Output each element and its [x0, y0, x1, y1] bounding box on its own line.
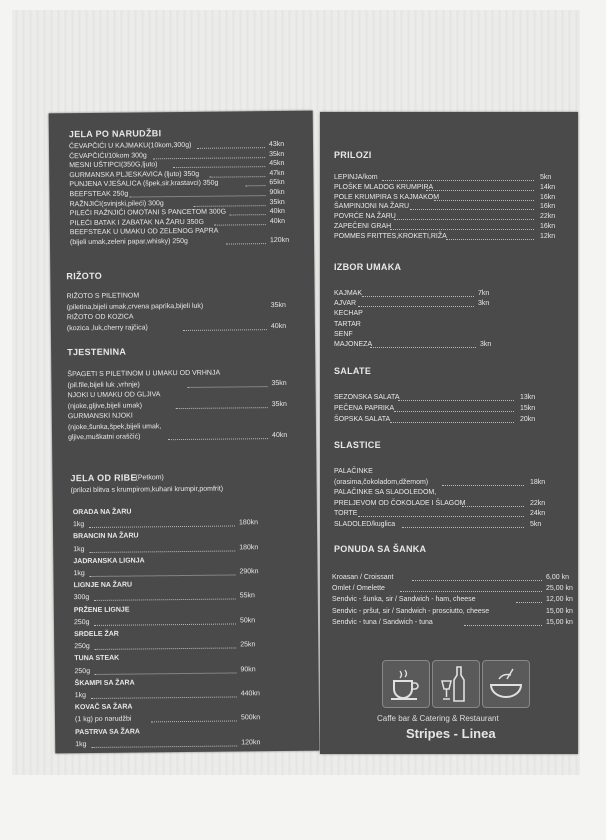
menu-item-price: 47kn	[269, 169, 285, 177]
menu-item-price: 45kn	[269, 160, 285, 168]
menu-item-name: JADRANSKA LIGNJA	[73, 557, 145, 565]
menu-item-name: PALAČINKE SA SLADOLEDOM,	[334, 489, 437, 497]
menu-item-price: 3kn	[480, 341, 492, 348]
menu-item-name: TARTAR	[334, 320, 361, 328]
menu-item-name: POVRĆE NA ŽARU	[334, 213, 396, 221]
menu-item-price: 65kn	[269, 179, 285, 187]
section-title-ribe: JELA OD RIBE	[70, 472, 137, 484]
menu-item-name: 250g	[74, 667, 91, 675]
menu-item-name: TORTE	[334, 510, 358, 518]
menu-item-name: 1kg	[75, 740, 87, 748]
menu-item-price: 20kn	[520, 416, 536, 423]
leader-dots	[462, 506, 524, 507]
menu-item-price: 120kn	[269, 236, 290, 245]
section-title-slastice: SLASTICE	[334, 440, 381, 450]
menu-item-name: BRANCIN NA ŽARU	[73, 532, 139, 541]
leader-dots	[94, 648, 236, 650]
leader-dots	[183, 329, 267, 331]
menu-item-name: 1kg	[72, 521, 85, 529]
menu-item-price: 3kn	[478, 300, 490, 308]
menu-item-price: 7kn	[478, 290, 490, 297]
menu-item-price: 15,00 kn	[546, 607, 573, 615]
leader-dots	[390, 229, 534, 230]
menu-item-name: PRŽENE LIGNJE	[73, 606, 130, 614]
leader-dots	[209, 176, 265, 178]
menu-item-name: Sendvic - tuna / Sandwich - tuna	[332, 618, 433, 626]
menu-item-price: 35kn	[271, 400, 287, 408]
menu-item-price: 440kn	[240, 690, 260, 698]
leader-dots	[516, 602, 542, 603]
food-bowl-icon	[482, 660, 530, 708]
menu-item-name: 250g	[74, 643, 90, 651]
menu-item-name: ORADA NA ŽARU	[72, 508, 132, 517]
leader-dots	[89, 550, 235, 553]
leader-dots	[91, 696, 237, 699]
menu-item-price: 14kn	[540, 183, 556, 191]
menu-item-name: PLOŠKE MLADOG KRUMPIRA	[334, 183, 434, 191]
menu-item-price: 25,00 kn	[546, 585, 573, 593]
menu-item-name: POMMES FRITTES,KROKETI,RIŽA	[334, 232, 447, 240]
menu-item-name: PUNJENA VJEŠALICA (špek,sir,krastavci) 350g	[69, 180, 219, 189]
menu-item-price: 15kn	[520, 405, 536, 412]
menu-item-name: AJVAR	[334, 300, 357, 308]
menu-item-name: ZAPEČENI GRAH	[334, 223, 392, 230]
leader-dots	[91, 745, 237, 748]
leader-dots	[382, 180, 534, 181]
leader-dots	[390, 422, 514, 423]
menu-item-name: PILEĆI RAŽNJIĆI OMOTANI S PANCETOM 300G	[69, 208, 227, 218]
section-title-umaka: IZBOR UMAKA	[334, 262, 402, 272]
leader-dots	[400, 591, 542, 592]
leader-dots	[362, 296, 474, 297]
leader-dots	[442, 485, 524, 486]
menu-item-price: 90kn	[240, 665, 256, 674]
menu-item-name: Kroasan / Croissant	[332, 574, 394, 581]
leader-dots	[370, 347, 476, 348]
menu-item-name: SEZONSKA SALATA	[334, 394, 400, 401]
menu-item-name: (piletina,bijeli umak,crvena paprika,bijeli luk)	[66, 302, 204, 311]
leader-dots	[446, 239, 534, 240]
menu-item-name: GURMANSKI NJOKI	[67, 412, 133, 421]
leader-dots	[245, 186, 265, 187]
leader-dots	[173, 166, 265, 168]
leader-dots	[176, 407, 268, 409]
menu-item-name: Omlet / Omelette	[332, 585, 385, 593]
leader-dots	[168, 438, 268, 440]
menu-item-price: 120kn	[241, 739, 261, 747]
menu-item-name: SLADOLED/kuglica	[334, 521, 396, 528]
menu-item-price: 40kn	[269, 208, 285, 216]
menu-item-price: 5kn	[540, 174, 552, 181]
menu-item-price: 40kn	[269, 217, 286, 225]
menu-item-price: 35kn	[271, 379, 287, 387]
menu-item-price: 43kn	[268, 140, 285, 149]
menu-item-price: 24kn	[530, 510, 546, 518]
menu-item-name: RIŽOTO OD KOZICA	[66, 313, 134, 322]
menu-item-name: KOVAČ SA ŽARA	[74, 703, 133, 712]
menu-item-name: ĆEVAPČIĆI/10kom 300g	[69, 151, 147, 160]
leader-dots	[151, 721, 237, 723]
menu-item-price: 500kn	[240, 714, 261, 722]
menu-item-name: BEEFSTEAK 250g	[69, 190, 129, 199]
menu-item-price: 5kn	[530, 521, 542, 528]
leader-dots	[90, 574, 236, 577]
menu-item-price: 16kn	[540, 193, 556, 201]
menu-item-price: 16kn	[540, 203, 556, 211]
menu-item-price: 12,00 kn	[546, 596, 573, 604]
leader-dots	[358, 516, 524, 517]
leader-dots	[214, 224, 266, 226]
menu-item-name: PEČENA PAPRIKA	[334, 405, 395, 412]
menu-item-name: Sendvic - pršut, sir / Sandwich - prosciutto, cheese	[332, 607, 490, 615]
menu-item-name: KAJMAK	[334, 290, 363, 297]
leader-dots	[398, 400, 514, 401]
leader-dots	[130, 195, 266, 197]
menu-item-name: (bijeli umak,zeleni papar,whisky) 250g	[69, 237, 188, 247]
menu-item-name: ŠOPSKA SALATA	[334, 416, 391, 423]
leader-dots	[412, 580, 542, 581]
menu-item-price: 16kn	[540, 223, 556, 230]
menu-item-name: TUNA STEAK	[74, 655, 120, 663]
menu-item-price: 90kn	[269, 188, 285, 197]
leader-dots	[426, 190, 534, 191]
menu-item-name: PASTRVA SA ŽARA	[75, 728, 140, 736]
menu-item-name: LIGNJE NA ŽARU	[73, 581, 133, 590]
leader-dots	[410, 209, 534, 210]
leader-dots	[402, 527, 524, 528]
menu-item-name: SENF	[334, 330, 353, 338]
menu-panel-left	[49, 111, 320, 754]
menu-item-price: 15,00 kn	[546, 618, 573, 626]
menu-item-name: KECHAP	[334, 310, 363, 318]
menu-item-price: 6,00 kn	[546, 574, 569, 581]
leader-dots	[394, 219, 534, 220]
menu-item-price: 40kn	[270, 322, 287, 330]
leader-dots	[394, 411, 514, 412]
section-title-sanka: PONUDA SA ŠANKA	[334, 544, 427, 554]
leader-dots	[153, 157, 265, 159]
menu-item-name: MESNI UŠTIPCI(350G,ljuto)	[69, 161, 158, 170]
coffee-cup-icon	[382, 660, 430, 708]
leader-dots	[358, 306, 474, 307]
section-title-prilozi: PRILOZI	[334, 150, 372, 160]
footer-brand: Stripes - Linea	[406, 726, 496, 741]
bottle-glass-icon	[432, 660, 480, 708]
menu-item-name: BEEFSTEAK U UMAKU OD ZELENOG PAPRA	[69, 228, 219, 237]
leader-dots	[94, 599, 236, 601]
menu-item-price: 180kn	[238, 519, 259, 527]
section-subtitle-ribe: (prilozi blitva s krumpirom,kuhani krumpir,pomfrit)	[70, 485, 224, 495]
menu-item-name: ŠAMPINJONI NA ŽARU	[334, 203, 410, 211]
menu-item-name: RAŽNJIĆI(svinjski,pileći) 300g	[69, 199, 164, 208]
menu-item-name: RIŽOTO S PILETINOM	[66, 292, 140, 301]
leader-dots	[89, 526, 235, 529]
menu-item-name: Sendvic - šunka, sir / Sandwich - ham, cheese	[332, 596, 476, 604]
leader-dots	[230, 214, 266, 215]
menu-item-price: 50kn	[239, 617, 256, 625]
menu-item-name: (1 kg) po narudžbi	[74, 715, 132, 724]
section-note-ribe: (Petkom)	[135, 474, 164, 482]
menu-item-name: (kozica ,luk,cherry rajčica)	[66, 323, 148, 332]
menu-item-name: 1kg	[73, 545, 85, 553]
menu-item-price: 18kn	[530, 478, 546, 486]
section-title-narudzbi: JELA PO NARUDŽBI	[68, 128, 162, 140]
menu-item-name: ŠPAGETI S PILETINOM U UMAKU OD VRHNJA	[67, 369, 221, 379]
menu-item-name: PALAČINKE	[334, 468, 373, 475]
section-title-tjestenina: TJESTENINA	[67, 346, 127, 358]
menu-item-name: 1kg	[74, 692, 87, 700]
menu-item-name: POLE KRUMPIRA S KAJMAKOM	[334, 193, 440, 201]
menu-item-price: 180kn	[239, 543, 259, 552]
menu-item-price: 22kn	[530, 499, 546, 507]
menu-item-price: 35kn	[269, 150, 285, 158]
leader-dots	[226, 243, 266, 244]
menu-item-name: NJOKI U UMAKU OD GLJIVA	[67, 391, 161, 400]
leader-dots	[464, 625, 542, 626]
menu-item-name: LEPINJA/kom	[334, 174, 378, 181]
menu-item-name: 300g	[73, 594, 90, 602]
menu-item-name: GURMANSKA PLJESKAVICA (ljuto) 350g	[69, 170, 200, 179]
menu-item-price: 22kn	[540, 213, 556, 221]
leader-dots	[188, 386, 268, 388]
menu-item-price: 40kn	[272, 431, 288, 440]
menu-item-name: (orasima,čokoladom,džemom)	[334, 478, 429, 486]
leader-dots	[94, 623, 236, 625]
menu-item-name: (njoke,gljive,bijeli umak)	[67, 401, 143, 410]
menu-item-price: 35kn	[270, 301, 286, 309]
section-title-rizoto: RIŽOTO	[66, 270, 103, 282]
menu-item-name: PILEĆI BATAK I ZABATAK NA ŽARU 350G	[69, 218, 204, 227]
menu-item-price: 55kn	[239, 592, 255, 600]
menu-item-name: gljive,muškatni oraščić)	[68, 433, 141, 442]
menu-item-price: 12kn	[540, 232, 556, 240]
menu-item-name: (njoke,šunka,špek,bijeli umak,	[67, 422, 162, 431]
leader-dots	[434, 200, 534, 201]
menu-item-name: SRDELE ŽAR	[74, 630, 119, 639]
menu-item-price: 25kn	[240, 641, 256, 649]
menu-item-name: ĆEVAPČIĆI U KAJMAKU(10kom,300g)	[68, 141, 192, 151]
menu-item-name: 1kg	[73, 570, 85, 578]
leader-dots	[194, 205, 266, 207]
menu-item-name: (pil.file,bijeli luk ,vrhnje)	[67, 380, 140, 389]
menu-item-name: ŠKAMPI SA ŽARA	[74, 679, 135, 687]
menu-panel-right	[320, 112, 578, 754]
section-title-salate: SALATE	[334, 366, 372, 376]
leader-dots	[95, 672, 237, 674]
menu-item-price: 13kn	[520, 394, 536, 401]
menu-item-price: 290kn	[239, 568, 259, 576]
footer-tagline: Caffe bar & Catering & Restaurant	[377, 714, 499, 723]
menu-item-name: 250g	[73, 618, 90, 626]
menu-item-price: 35kn	[269, 198, 285, 206]
menu-item-name: MAJONEZA	[334, 341, 373, 348]
menu-item-name: PRELJEVOM OD ČOKOLADE I ŠLAGOM	[334, 499, 466, 507]
leader-dots	[197, 147, 265, 149]
